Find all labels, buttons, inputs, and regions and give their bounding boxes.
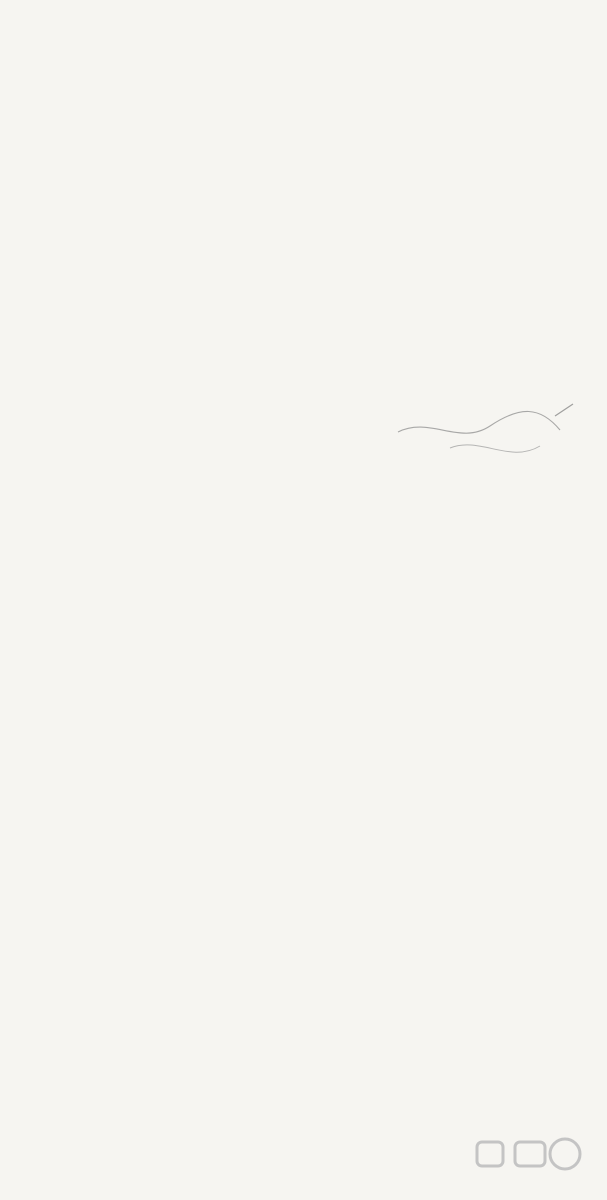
pen-scribble-mark: [390, 386, 590, 476]
page-footer: [46, 1142, 60, 1174]
watermark-logo-icon: [469, 1136, 599, 1176]
site-watermark: [469, 1136, 599, 1194]
